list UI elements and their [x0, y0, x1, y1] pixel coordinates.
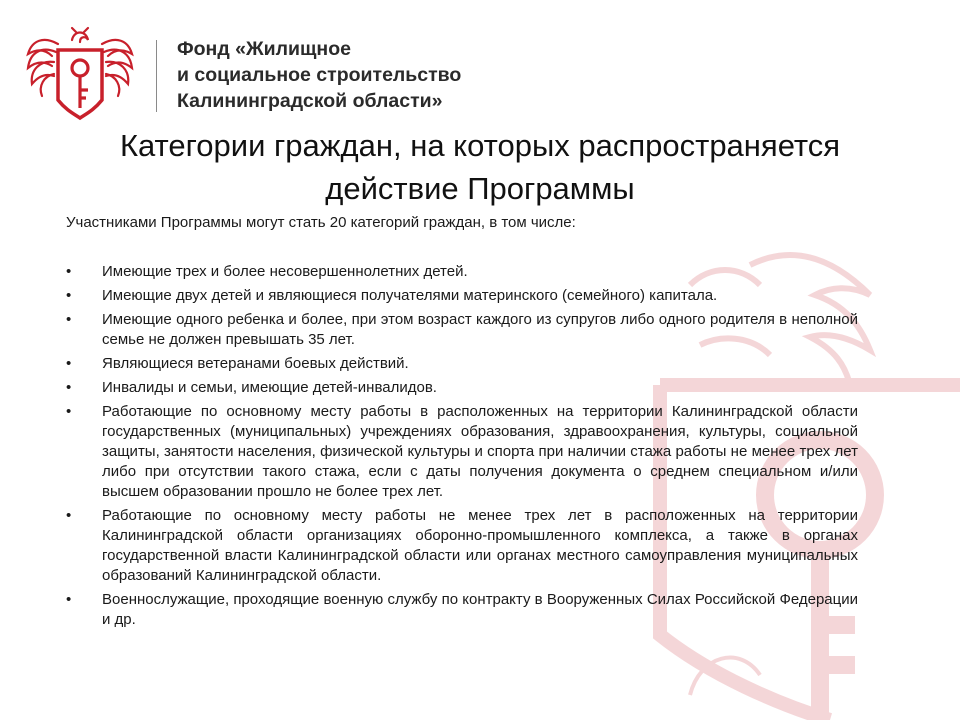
list-item: [66, 402, 858, 502]
list-item: [66, 506, 858, 586]
header-divider: [156, 40, 157, 112]
list-item-text: Работающие по основному месту работы в расположенных на территории Калининградской области государственных (муниципальных) учреждениях образования, здравоохранения, культуры, социальной защиты, занятости населения, физической культуры и спорта при наличии стажа работы не менее трех лет либо при отсутствии такого стажа, если с даты получения документа о среднем специальном и/или высшем образовании прошло не более трех лет.: [102, 403, 858, 500]
list-item: [66, 354, 858, 374]
list-item-text: Работающие по основному месту работы не менее трех лет в расположенных на территории Калининградской области организациях оборонно-промышленного комплекса, а также в органах государственной власти Калининградской области или органах местного самоуправления муниципальных образований Калининградской области.: [102, 507, 858, 584]
intro-text: Участниками Программы могут стать 20 категорий граждан, в том числе:: [66, 214, 576, 231]
bullet: •: [66, 507, 72, 524]
bullet: •: [66, 403, 72, 420]
org-name-line-3: Калининградской области»: [177, 90, 443, 112]
page-title: [60, 124, 900, 210]
fund-logo-icon: [24, 26, 136, 122]
title-line-2: действие Программы: [325, 171, 635, 206]
list-item-text: Являющиеся ветеранами боевых действий.: [102, 355, 409, 372]
list-item: [66, 378, 858, 398]
list-item-text: Военнослужащие, проходящие военную службу по контракту в Вооруженных Силах Российской Федерации и др.: [102, 591, 858, 628]
bullet: •: [66, 263, 72, 280]
categories-list: [66, 262, 858, 634]
list-item: [66, 590, 858, 630]
bullet: •: [66, 379, 72, 396]
list-item: [66, 310, 858, 350]
bullet: •: [66, 311, 72, 328]
bullet: •: [66, 591, 72, 608]
org-name-line-2: и социальное строительство: [177, 64, 462, 86]
list-item-text: Имеющие двух детей и являющиеся получателями материнского (семейного) капитала.: [102, 287, 718, 304]
organization-name: [177, 36, 557, 114]
list-item-text: Имеющие одного ребенка и более, при этом возраст каждого из супругов либо одного родителя в неполной семье не должен превышать 35 лет.: [102, 311, 858, 348]
org-name-line-1: Фонд «Жилищное: [177, 38, 351, 60]
title-line-1: Категории граждан, на которых распространяется: [119, 128, 841, 163]
bullet: •: [66, 287, 72, 304]
bullet: •: [66, 355, 72, 372]
list-item-text: Имеющие трех и более несовершеннолетних детей.: [102, 263, 468, 280]
list-item: [66, 262, 858, 282]
list-item: [66, 286, 858, 306]
list-item-text: Инвалиды и семьи, имеющие детей-инвалидов.: [102, 379, 437, 396]
